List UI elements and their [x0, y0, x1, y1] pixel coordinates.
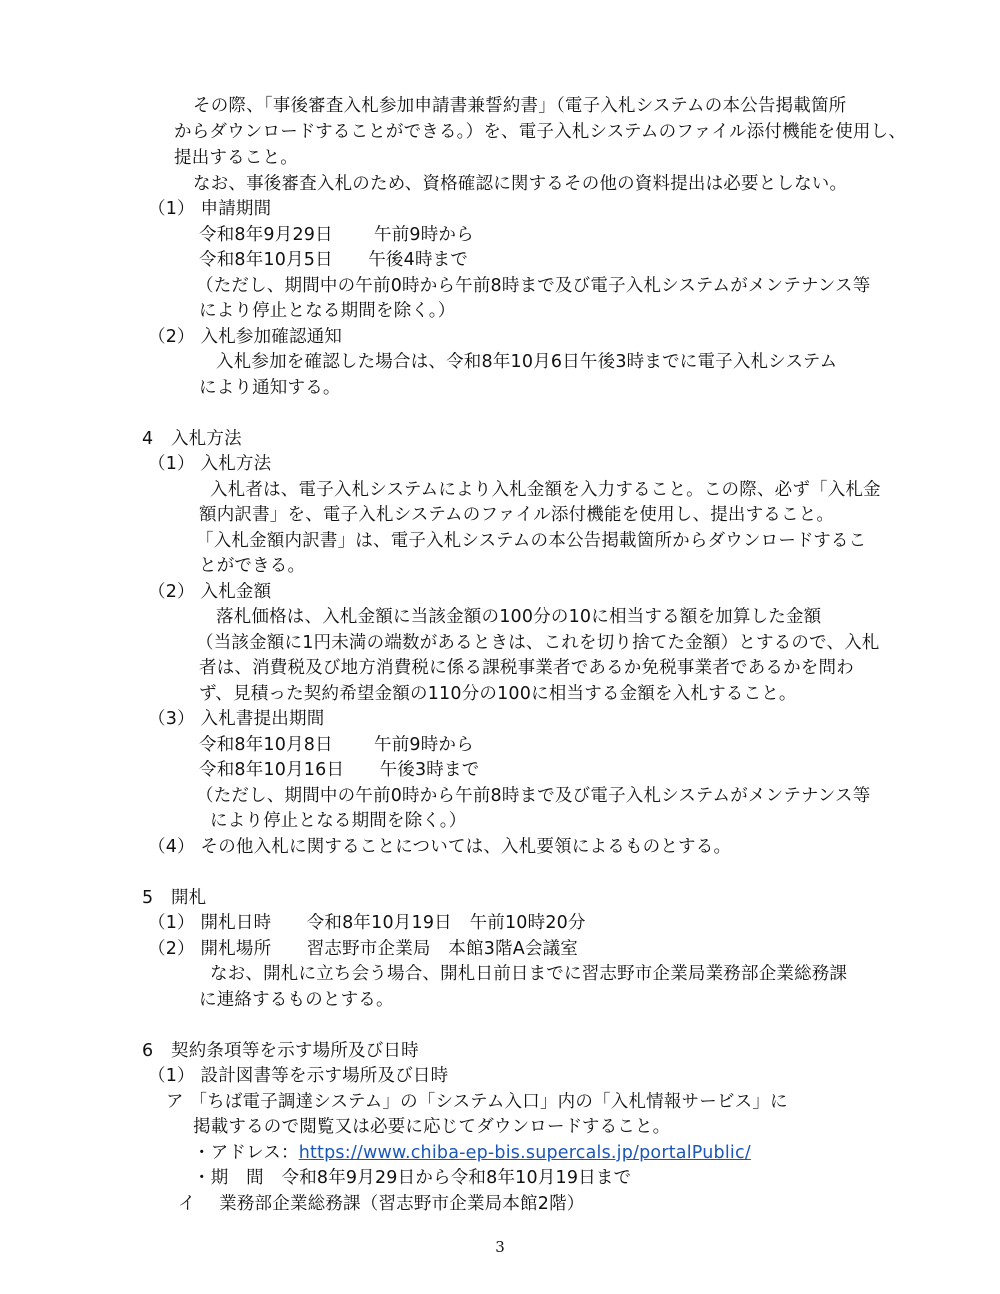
text-line: 令和8年10月5日 午後4時まで: [199, 250, 469, 270]
text-line: ア 「ちば電子調達システム」の「システム入口」内の「入札情報サービス」に: [166, 1092, 788, 1112]
subheading: （2） 開札場所 習志野市企業局 本館3階A会議室: [148, 939, 579, 959]
text-line: に連絡するものとする。: [199, 990, 394, 1010]
text-line: 令和8年10月8日 午前9時から: [199, 735, 474, 755]
text-line: 提出すること。: [174, 148, 298, 168]
text-line: （ただし、期間中の午前0時から午前8時まで及び電子入札システムがメンテナンス等: [196, 276, 871, 296]
address-label: ・アドレス：: [193, 1143, 299, 1163]
text-line: 入札参加を確認した場合は、令和8年10月6日午後3時までに電子入札システム: [216, 352, 838, 372]
subheading: （2） 入札参加確認通知: [148, 327, 343, 347]
text-line: 額内訳書」を、電子入札システムのファイル添付機能を使用し、提出すること。: [199, 505, 835, 525]
subheading: （1） 入札方法: [148, 454, 272, 474]
text-line: により停止となる期間を除く。）: [210, 811, 467, 831]
subheading: （2） 入札金額: [148, 582, 272, 602]
section-heading: 4 入札方法: [142, 429, 242, 449]
text-line: 者は、消費税及び地方消費税に係る課税事業者であるか免税事業者であるかを問わ: [199, 658, 854, 678]
page-number: 3: [495, 1238, 505, 1256]
text-line: 落札価格は、入札金額に当該金額の100分の10に相当する額を加算した金額: [216, 607, 822, 627]
subheading: （3） 入札書提出期間: [148, 709, 325, 729]
section-heading: 5 開札: [142, 888, 207, 908]
text-line: からダウンロードすることができる。）を、電子入札システムのファイル添付機能を使用し、: [174, 122, 907, 142]
text-line: なお、開札に立ち会う場合、開札日前日までに習志野市企業局業務部企業総務課: [210, 964, 848, 984]
text-line: なお、事後審査入札のため、資格確認に関するその他の資料提出は必要としない。: [193, 174, 848, 194]
section-heading: 6 契約条項等を示す場所及び日時: [142, 1041, 419, 1061]
subheading: （4） その他入札に関することについては、入札要領によるものとする。: [148, 837, 732, 857]
text-line: により通知する。: [199, 378, 341, 398]
text-line: により停止となる期間を除く。）: [199, 301, 456, 321]
text-line: ず、見積った契約希望金額の110分の100に相当する金額を入札すること。: [199, 684, 797, 704]
subheading: （1） 申請期間: [148, 199, 272, 219]
text-line: （ただし、期間中の午前0時から午前8時まで及び電子入札システムがメンテナンス等: [196, 786, 871, 806]
text-line: ・期 間 令和8年9月29日から令和8年10月19日まで: [193, 1168, 632, 1188]
text-line: その際、「事後審査入札参加申請書兼誓約書」（電子入札システムの本公告掲載箇所: [193, 96, 847, 116]
text-line: 掲載するので閲覧又は必要に応じてダウンロードすること。: [193, 1117, 671, 1137]
portal-url-link[interactable]: https://www.chiba-ep-bis.supercals.jp/portalPublic/: [298, 1143, 751, 1163]
text-line: イ 業務部企業総務課（習志野市企業局本館2階）: [178, 1194, 585, 1214]
subheading: （1） 設計図書等を示す場所及び日時: [148, 1066, 449, 1086]
text-line: 令和8年9月29日 午前9時から: [199, 225, 474, 245]
subheading: （1） 開札日時 令和8年10月19日 午前10時20分: [148, 913, 586, 933]
text-line: 「入札金額内訳書」は、電子入札システムの本公告掲載箇所からダウンロードするこ: [196, 531, 867, 551]
text-line: とができる。: [199, 556, 306, 576]
address-line: [193, 1141, 751, 1165]
text-line: （当該金額に1円未満の端数があるときは、これを切り捨てた金額）とするので、入札: [196, 633, 880, 653]
text-line: 入札者は、電子入札システムにより入札金額を入力すること。この際、必ず「入札金: [210, 480, 881, 500]
text-line: 令和8年10月16日 午後3時まで: [199, 760, 480, 780]
